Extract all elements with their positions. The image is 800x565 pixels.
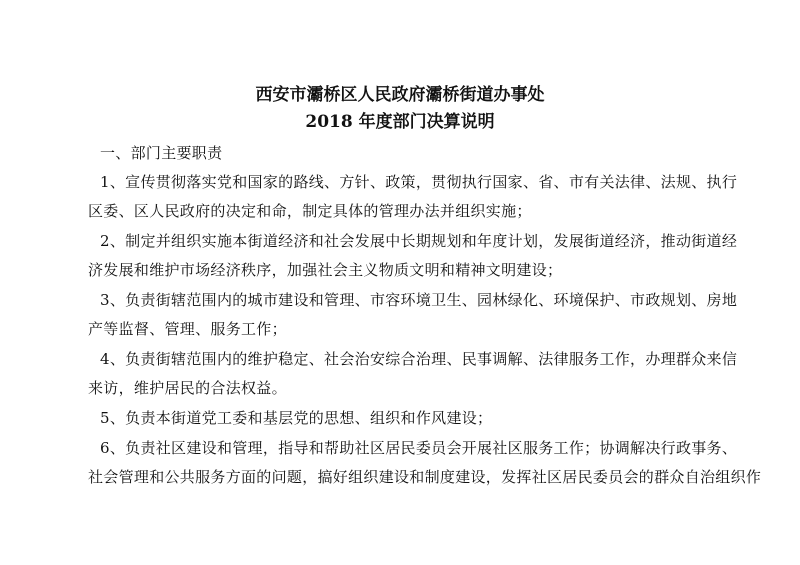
paragraph-line: 1、宣传贯彻落实党和国家的路线、方针、政策，贯彻执行国家、省、市有关法律、法规、执行 <box>100 173 738 191</box>
document-title: 西安市灞桥区人民政府灞桥街道办事处 <box>255 85 545 105</box>
paragraph-line: 区委、区人民政府的决定和命，制定具体的管理办法并组织实施； <box>88 202 532 220</box>
paragraph-line: 产等监督、管理、服务工作； <box>88 320 287 338</box>
paragraph-line: 6、负责社区建设和管理，指导和帮助社区居民委员会开展社区服务工作；协调解决行政事务、 <box>100 439 738 457</box>
document-subtitle: 2018 年度部门决算说明 <box>305 112 495 132</box>
paragraph-line: 2、制定并组织实施本街道经济和社会发展中长期规划和年度计划，发展街道经济，推动街道经 <box>100 232 738 250</box>
section-heading: 一、部门主要职责 <box>100 144 223 162</box>
paragraph-line: 来访，维护居民的合法权益。 <box>88 379 287 397</box>
paragraph-line: 4、负责街辖范围内的维护稳定、社会治安综合治理、民事调解、法律服务工作，办理群众来信 <box>100 350 738 368</box>
paragraph-line: 3、负责街辖范围内的城市建设和管理、市容环境卫生、园林绿化、环境保护、市政规划、房地 <box>100 291 738 309</box>
paragraph-line: 社会管理和公共服务方面的问题，搞好组织建设和制度建设，发挥社区居民委员会的群众自治组织作 <box>88 468 762 486</box>
paragraph-line: 5、负责本街道党工委和基层党的思想、组织和作风建设； <box>100 409 493 427</box>
paragraph-line: 济发展和维护市场经济秩序，加强社会主义物质文明和精神文明建设； <box>88 261 563 279</box>
